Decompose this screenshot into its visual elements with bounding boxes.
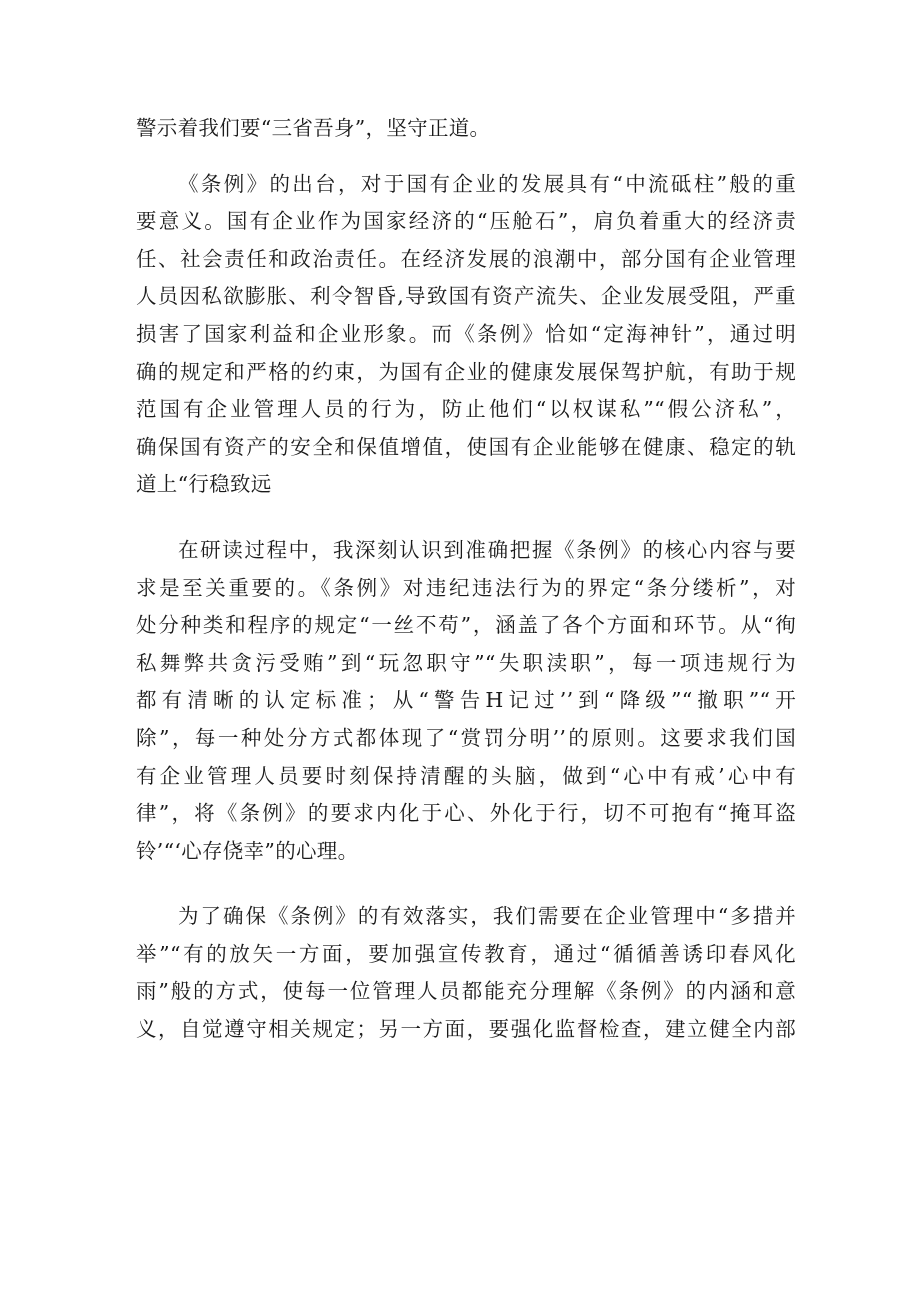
document-body bbox=[136, 110, 796, 1049]
text-line: 要意义。国有企业作为国家经济的“压舱石”，肩负着重大的经济责 bbox=[136, 209, 796, 234]
text-line: 道上“行稳致远 bbox=[136, 472, 272, 497]
text-line: 范国有企业管理人员的行为，防止他们“以权谋私”“假公济私”， bbox=[136, 397, 796, 422]
paragraph-1 bbox=[136, 110, 796, 148]
text-line: 处分种类和程序的规定“一丝不苟”，涵盖了各个方面和环节。从“徇 bbox=[136, 613, 796, 638]
paragraph-4 bbox=[136, 898, 796, 1048]
text-line: 求是至关重要的。《条例》对违纪违法行为的界定“条分缕析”，对 bbox=[136, 575, 796, 600]
text-line: 雨”般的方式，使每一位管理人员都能充分理解《条例》的内涵和意 bbox=[136, 979, 796, 1004]
text-line: 确的规定和严格的约束，为国有企业的健康发展保驾护航，有助于规 bbox=[136, 359, 796, 384]
text-line: 铃’“‘心存侥幸”的心理。 bbox=[136, 838, 359, 863]
text-line: 律”，将《条例》的要求内化于心、外化于行，切不可抱有“掩耳盗 bbox=[136, 801, 796, 826]
text-line: 都有清晰的认定标准；从“警告H记过’’到“降级”“撤职”“开 bbox=[136, 688, 796, 713]
text-line: 义，自觉遵守相关规定；另一方面，要强化监督检查，建立健全内部 bbox=[136, 1017, 796, 1042]
text-line: 为了确保《条例》的有效落实，我们需要在企业管理中“多措并 bbox=[178, 904, 796, 929]
paragraph-2 bbox=[136, 166, 796, 504]
text-line: 举”“有的放矢一方面，要加强宣传教育，通过“循循善诱印春风化 bbox=[136, 941, 796, 966]
text-line: 私舞弊共贪污受贿”到“玩忽职守”“失职渎职”，每一项违规行为 bbox=[136, 650, 796, 675]
text-line: 除”，每一种处分方式都体现了“赏罚分明’’的原则。这要求我们国 bbox=[136, 725, 796, 750]
text-line: 确保国有资产的安全和保值增值，使国有企业能够在健康、稳定的轨 bbox=[136, 434, 796, 459]
text-line: 《条例》的出台，对于国有企业的发展具有“中流砥柱”般的重 bbox=[178, 171, 796, 196]
text-line: 警示着我们要“三省吾身”，坚守正道。 bbox=[136, 116, 491, 140]
paragraph-3 bbox=[136, 532, 796, 870]
text-line: 在研读过程中，我深刻认识到准确把握《条例》的核心内容与要 bbox=[178, 537, 796, 562]
text-line: 人员因私欲膨胀、利令智昏,导致国有资产流失、企业发展受阻，严重 bbox=[136, 284, 796, 309]
text-line: 损害了国家利益和企业形象。而《条例》恰如“定海神针”，通过明 bbox=[136, 321, 796, 346]
text-line: 有企业管理人员要时刻保持清醒的头脑，做到“心中有戒’心中有 bbox=[136, 763, 796, 788]
text-line: 任、社会责任和政治责任。在经济发展的浪潮中，部分国有企业管理 bbox=[136, 246, 796, 271]
